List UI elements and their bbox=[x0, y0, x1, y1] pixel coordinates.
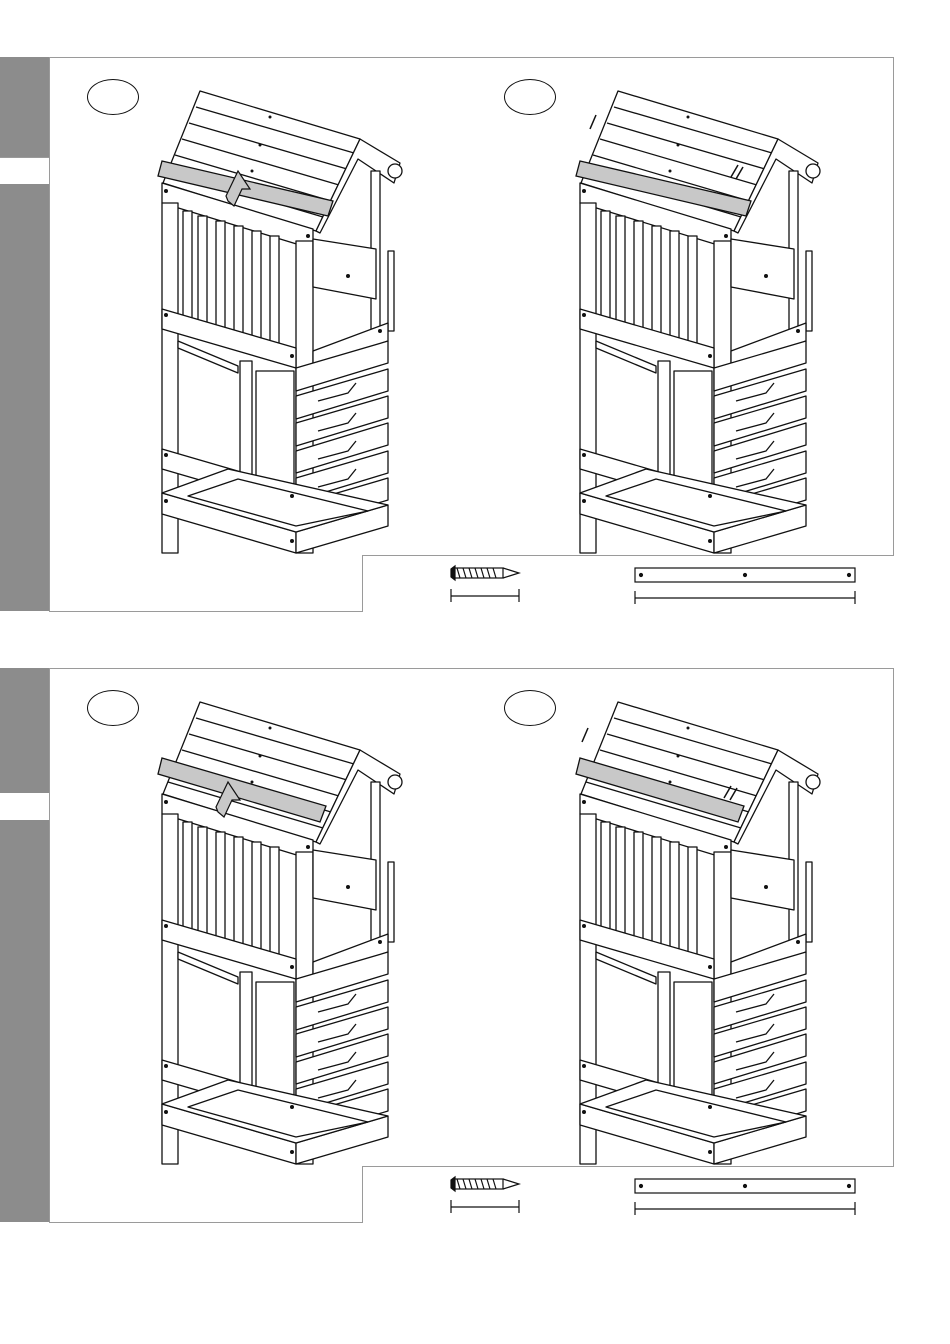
section-tab[interactable] bbox=[0, 1020, 49, 1046]
step-number-bubble bbox=[504, 79, 556, 115]
section-tab[interactable] bbox=[0, 1195, 49, 1223]
board-icon bbox=[635, 568, 855, 604]
section-tab[interactable] bbox=[0, 434, 49, 460]
section-tab[interactable] bbox=[0, 1045, 49, 1071]
section-tab[interactable] bbox=[0, 1170, 49, 1196]
section-tab[interactable] bbox=[0, 768, 49, 794]
section-tab[interactable] bbox=[0, 1070, 49, 1096]
section-tab[interactable] bbox=[0, 184, 49, 210]
section-tab[interactable] bbox=[0, 309, 49, 335]
section-tab[interactable] bbox=[0, 534, 49, 560]
section-tab[interactable] bbox=[0, 743, 49, 769]
section-tab[interactable] bbox=[0, 384, 49, 410]
parts-list bbox=[363, 1167, 894, 1223]
section-tab[interactable] bbox=[0, 132, 49, 158]
tower-illustration bbox=[148, 71, 408, 561]
section-tab[interactable] bbox=[0, 718, 49, 744]
instruction-panel-lower bbox=[0, 668, 893, 1223]
tower-illustration bbox=[566, 682, 826, 1172]
parts-list bbox=[363, 556, 894, 612]
section-tab[interactable] bbox=[0, 870, 49, 896]
section-tab[interactable] bbox=[0, 409, 49, 435]
section-tab[interactable] bbox=[0, 970, 49, 996]
parts-box bbox=[362, 555, 894, 612]
section-tab[interactable] bbox=[0, 359, 49, 385]
step-number-bubble bbox=[504, 690, 556, 726]
parts-box bbox=[362, 1166, 894, 1223]
section-tab[interactable] bbox=[0, 584, 49, 612]
section-tab[interactable] bbox=[0, 668, 49, 694]
section-tab-current[interactable] bbox=[0, 157, 49, 185]
section-tab[interactable] bbox=[0, 509, 49, 535]
section-tab[interactable] bbox=[0, 1095, 49, 1121]
section-tab[interactable] bbox=[0, 209, 49, 235]
tower-illustration bbox=[148, 682, 408, 1172]
section-tabs bbox=[0, 57, 49, 612]
section-tab[interactable] bbox=[0, 459, 49, 485]
board-icon bbox=[635, 1179, 855, 1215]
section-tab[interactable] bbox=[0, 693, 49, 719]
section-tab[interactable] bbox=[0, 234, 49, 260]
section-tab[interactable] bbox=[0, 945, 49, 971]
section-tab[interactable] bbox=[0, 845, 49, 871]
section-tab-current[interactable] bbox=[0, 793, 49, 821]
section-tabs bbox=[0, 668, 49, 1223]
step-number-bubble bbox=[87, 690, 139, 726]
section-tab[interactable] bbox=[0, 259, 49, 285]
section-tab[interactable] bbox=[0, 57, 49, 83]
section-tab[interactable] bbox=[0, 559, 49, 585]
instruction-panel-upper bbox=[0, 57, 893, 612]
section-tab[interactable] bbox=[0, 334, 49, 360]
section-tab[interactable] bbox=[0, 284, 49, 310]
step-number-bubble bbox=[87, 79, 139, 115]
section-tab[interactable] bbox=[0, 484, 49, 510]
section-tab[interactable] bbox=[0, 1120, 49, 1146]
screw-icon bbox=[451, 566, 519, 602]
section-tab[interactable] bbox=[0, 1145, 49, 1171]
section-tab[interactable] bbox=[0, 895, 49, 921]
section-tab[interactable] bbox=[0, 820, 49, 846]
section-tab[interactable] bbox=[0, 995, 49, 1021]
section-tab[interactable] bbox=[0, 82, 49, 108]
tower-illustration bbox=[566, 71, 826, 561]
section-tab[interactable] bbox=[0, 107, 49, 133]
section-tab[interactable] bbox=[0, 920, 49, 946]
screw-icon bbox=[451, 1177, 519, 1213]
